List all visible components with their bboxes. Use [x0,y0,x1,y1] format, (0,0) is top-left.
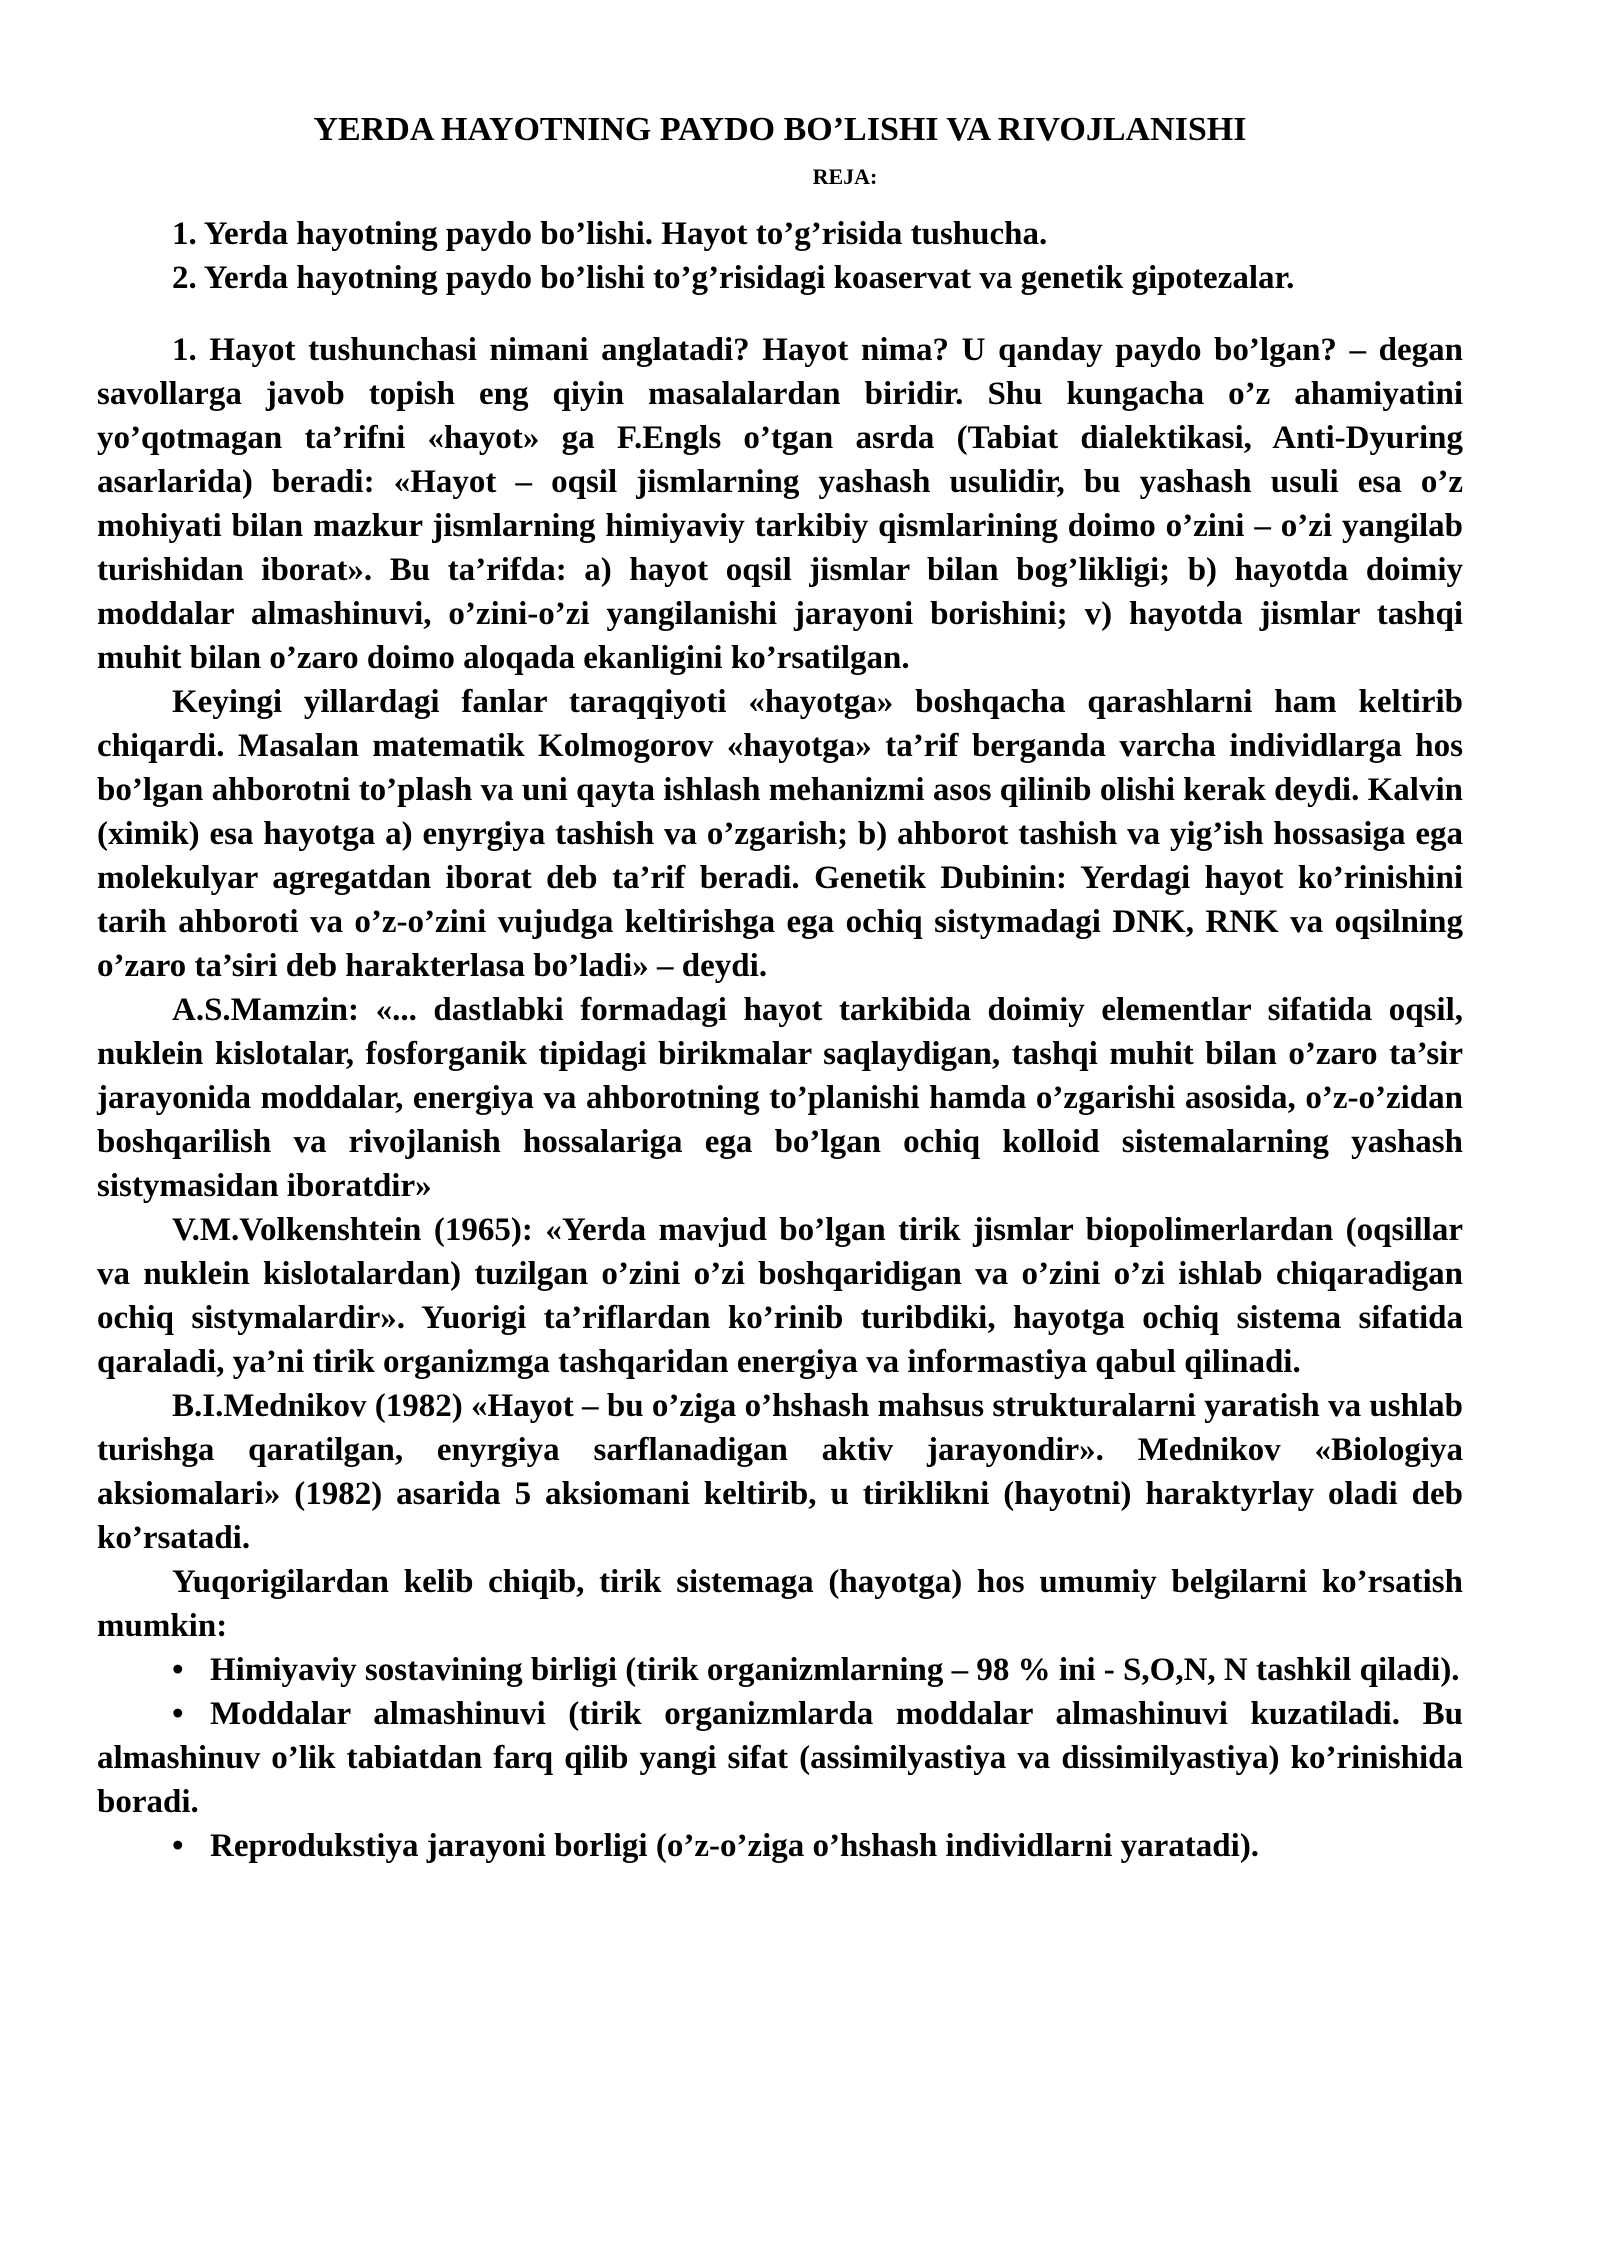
plan-list [97,212,1463,300]
paragraph-kolmogorov: Keyingi yillardagi fanlar taraqqiyoti «hayotga» boshqacha qarashlarni ham keltirib chiqardi. Masalan matematik Kolmogorov «hayotga» ta’rif berganda varcha individlarga hos bo’lgan ahborotni to’plash va uni qayta ishlash mehanizmi asos qilinib olishi kerak deydi. Kalvin (ximik) esa hayotga a) enyrgiya tashish va o’zgarish; b) ahborot tashish va yig’ish hossasiga ega molekulyar agregatdan iborat deb ta’rif beradi. Genetik Dubinin: Yerdagi hayot ko’rinishini tarih ahboroti va o’z-o’zini vujudga keltirishga ega ochiq sistymadagi DNK, RNK va oqsilning o’zaro ta’siri deb harakterlasa bo’ladi» – deydi. [97,684,1463,984]
paragraph-mamzin: A.S.Mamzin: «... dastlabki formadagi hayot tarkibida doimiy elementlar sifatida oqsil, nuklein kislotalar, fosforganik tipidagi birikmalar saqlaydigan, tashqi muhit bilan o’zaro ta’sir jarayonida moddalar, energiya va ahborotning to’planishi hamda o’zgarishi asosida, o’z-o’zidan boshqarilish va rivojlanish hossalariga ega bo’lgan ochiq kolloid sistemalarning yashash sistymasidan iboratdir» [97,992,1463,1204]
paragraph-mednikov: B.I.Mednikov (1982) «Hayot – bu o’ziga o’hshash mahsus strukturalarni yaratish va ushlab turishga qaratilgan, enyrgiya sarflanadigan aktiv jarayondir». Mednikov «Biologiya aksiomalari» (1982) asarida 5 aksiomani keltirib, u tiriklikni (hayotni) haraktyrlay oladi deb ko’rsatadi. [97,1388,1463,1556]
paragraph-hayot-definition: 1. Hayot tushunchasi nimani anglatadi? Hayot nima? U qanday paydo bo’lgan? – degan savollarga javob topish eng qiyin masalalardan biridir. Shu kungacha o’z ahamiyatini yo’qotmagan ta’rifni «hayot» ga F.Engls o’tgan asrda (Tabiat dialektikasi, Anti-Dyuring asarlarida) beradi: «Hayot – oqsil jismlarning yashash usulidir, bu yashash usuli esa o’z mohiyati bilan mazkur jismlarning himiyaviy tarkibiy qismlarining doimo o’zini – o’zi yangilab turishidan iborat». Bu ta’rifda: a) hayot oqsil jismlar bilan bog’likligi; b) hayotda doimiy moddalar almashinuvi, o’zini-o’zi yangilanishi jarayoni borishini; v) hayotda jismlar tashqi muhit bilan o’zaro doimo aloqada ekanligini ko’rsatilgan. [97,332,1463,676]
paragraph-volkenshtein: V.M.Volkenshtein (1965): «Yerda mavjud bo’lgan tirik jismlar biopolimerlardan (oqsillar va nuklein kislotalardan) tuzilgan o’zini o’zi boshqaridigan va o’zini o’zi ishlab chiqaradigan ochiq sistymalardir». Yuorigi ta’riflardan ko’rinib turibdiki, hayotga ochiq sistema sifatida qaraladi, ya’ni tirik organizmga tashqaridan energiya va informastiya qabul qilinadi. [97,1212,1463,1380]
bullet-item [97,1692,1463,1824]
bullet-icon: • [172,1652,184,1688]
plan-heading: REJA: [812,164,878,189]
plan-item: 1. Yerda hayotning paydo bo’lishi. Hayot to’g’risida tushucha. [172,216,1048,252]
document-page [97,108,1463,1868]
bullet-item [97,1824,1463,1868]
plan-item: 2. Yerda hayotning paydo bo’lishi to’g’risidagi koaservat va genetik gipotezalar. [172,260,1295,296]
bullet-text: Reprodukstiya jarayoni borligi (o’z-o’ziga o’hshash individlarni yaratadi). [210,1828,1260,1864]
paragraph-common-features: Yuqorigilardan kelib chiqib, tirik sistemaga (hayotga) hos umumiy belgilarni ko’rsatish mumkin: [97,1564,1463,1644]
bullet-icon: • [172,1828,184,1864]
bullet-icon: • [172,1696,184,1732]
bullet-text: Himiyaviy sostavining birligi (tirik organizmlarning – 98 % ini - S,O,N, N tashkil qiladi). [210,1652,1460,1688]
bullet-item [97,1648,1463,1692]
bullet-text: Moddalar almashinuvi (tirik organizmlarda moddalar almashinuvi kuzatiladi. Bu almashinuv o’lik tabiatdan farq qilib yangi sifat (assimilyastiya va dissimilyastiya) ko’rinishida boradi. [97,1696,1463,1820]
document-title: YERDA HAYOTNING PAYDO BO’LISHI VA RIVOJLANISHI [313,111,1247,148]
